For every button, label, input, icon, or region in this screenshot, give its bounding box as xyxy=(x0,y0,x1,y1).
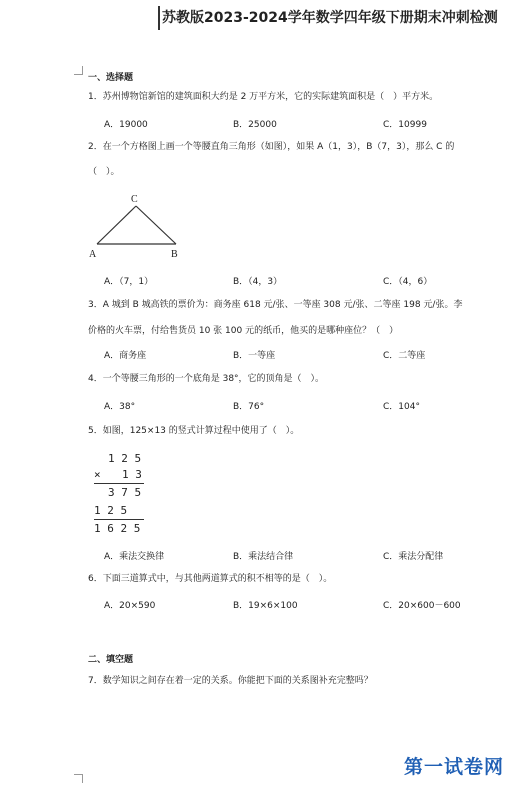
multiplicand: 1 2 5 xyxy=(108,452,142,465)
watermark-logo: 第一试卷网 xyxy=(404,756,505,778)
triangle-side-bc xyxy=(136,206,176,244)
multiplier: 1 3 xyxy=(122,468,142,481)
q6-option-c[interactable]: C．20×600－600 xyxy=(383,601,461,611)
vertex-label-a: A xyxy=(89,249,97,260)
q4-option-c[interactable]: C．104° xyxy=(383,402,420,412)
q1-option-a[interactable]: A．19000 xyxy=(104,120,148,130)
q2-option-a[interactable]: A．（7，1） xyxy=(104,277,154,287)
question-4-text: 4．一个等腰三角形的一个底角是 38°，它的顶角是（ ）。 xyxy=(88,374,325,384)
vertex-label-b: B xyxy=(171,249,178,260)
vertical-multiplication xyxy=(86,452,166,542)
question-5-text: 5．如图，125×13 的竖式计算过程中使用了（ ）。 xyxy=(88,426,300,436)
page-corner-mark xyxy=(74,774,83,783)
question-3-text: 3．A 城到 B 城高铁的票价为：商务座 618 元/张、一等座 308 元/张、二等座 198 元/张。李 xyxy=(88,300,463,310)
q5-option-b[interactable]: B．乘法结合律 xyxy=(233,552,294,562)
section-heading-fill: 二、填空题 xyxy=(88,655,134,665)
q1-option-b[interactable]: B．25000 xyxy=(233,120,277,130)
calc-line xyxy=(94,519,144,520)
question-6-text: 6．下面三道算式中，与其他两道算式的积不相等的是（ ）。 xyxy=(88,574,333,584)
section-heading-choice: 一、选择题 xyxy=(88,73,134,83)
q2-option-b[interactable]: B．（4，3） xyxy=(233,277,283,287)
triangle-side-ac xyxy=(97,206,136,244)
calc-line xyxy=(94,483,144,484)
question-2-text: 2．在一个方格图上画一个等腰直角三角形（如图），如果 A（1，3），B（7，3），那么 C 的 xyxy=(88,142,455,152)
q4-option-a[interactable]: A．38° xyxy=(104,402,136,412)
q6-option-b[interactable]: B．19×6×100 xyxy=(233,601,298,611)
q5-option-a[interactable]: A．乘法交换律 xyxy=(104,552,165,562)
q3-option-a[interactable]: A．商务座 xyxy=(104,351,147,361)
vertex-label-c: C xyxy=(131,194,138,205)
triangle-figure xyxy=(86,188,186,262)
final-product: 1 6 2 5 xyxy=(94,522,141,535)
question-7-text: 7．数学知识之间存在着一定的关系。你能把下面的关系图补充完整吗？ xyxy=(88,676,373,686)
q5-option-c[interactable]: C．乘法分配律 xyxy=(383,552,444,562)
q4-option-b[interactable]: B．76° xyxy=(233,402,265,412)
q3-option-b[interactable]: B．一等座 xyxy=(233,351,276,361)
q3-option-c[interactable]: C．二等座 xyxy=(383,351,426,361)
q2-option-c[interactable]: C．（4，6） xyxy=(383,277,433,287)
q1-option-c[interactable]: C．10999 xyxy=(383,120,427,130)
page-corner-mark xyxy=(74,66,83,75)
q6-option-a[interactable]: A．20×590 xyxy=(104,601,156,611)
question-2-continuation: （ ）。 xyxy=(88,167,120,177)
question-1-text: 1．苏州博物馆新馆的建筑面积大约是 2 万平方米，它的实际建筑面积是（ ）平方米。 xyxy=(88,92,439,102)
partial-product-2: 1 2 5 xyxy=(94,504,128,517)
page-title: 苏教版2023-2024学年数学四年级下册期末冲刺检测 xyxy=(158,6,520,30)
question-3-continuation: 价格的火车票，付给售货员 10 张 100 元的纸币，他买的是哪种座位？（ ） xyxy=(88,326,399,336)
partial-product-1: 3 7 5 xyxy=(108,486,142,499)
multiply-sign: × xyxy=(94,468,101,481)
